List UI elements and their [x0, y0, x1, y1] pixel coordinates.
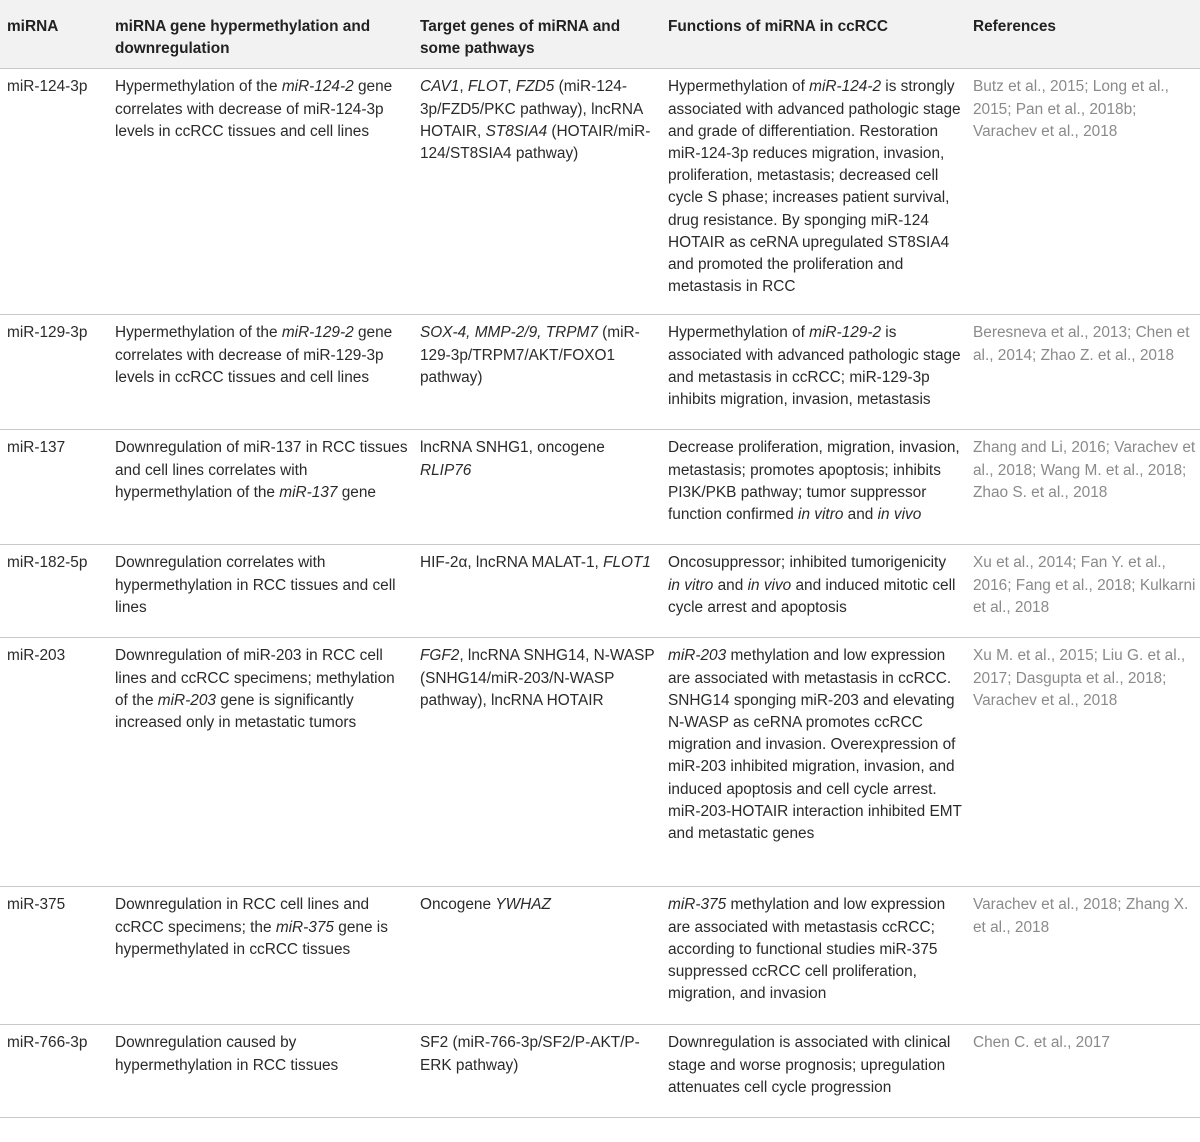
cell-hypermethylation: Downregulation in RCC cell lines and ccRCC specimens; the miR-375 gene is hypermethylated in ccRCC tissues: [115, 896, 388, 958]
cell-hypermethylation: Downregulation of miR-203 in RCC cell lines and ccRCC specimens; methylation of the miR-203 gene is significantly increased only in metastatic tumors: [115, 647, 395, 732]
table-row: [0, 1025, 1200, 1118]
italic-term: miR-375: [668, 896, 727, 914]
italic-term: YWHAZ: [495, 896, 551, 914]
italic-term: miR-124-2: [809, 78, 881, 96]
cell-hypermethylation: Downregulation caused by hypermethylation in RCC tissues: [115, 1034, 339, 1074]
header-target-genes: Target genes of miRNA and some pathways: [420, 18, 621, 58]
cell-hypermethylation: Downregulation correlates with hypermethylation in RCC tissues and cell lines: [115, 554, 396, 616]
italic-term: in vivo: [747, 576, 792, 594]
cell-target-genes: Oncogene YWHAZ: [420, 896, 551, 914]
cell-functions: Decrease proliferation, migration, invasion, metastasis; promotes apoptosis; inhibits PI3K/PKB pathway; tumor suppressor function confirmed in vitro and in vivo: [668, 439, 960, 524]
italic-term: RLIP76: [420, 461, 472, 479]
cell-functions: Oncosuppressor; inhibited tumorigenicity in vitro and in vivo and induced mitotic cell cycle arrest and apoptosis: [668, 554, 956, 616]
italic-term: miR-129-2: [809, 324, 881, 342]
table-body: [0, 69, 1200, 1118]
table-row: [0, 315, 1200, 430]
italic-term: FLOT: [467, 78, 508, 96]
cell-references: Varachev et al., 2018; Zhang X. et al., 2018: [973, 896, 1189, 936]
italic-term: SOX-4, MMP-2/9, TRPM7: [420, 324, 598, 342]
cell-references: Xu et al., 2014; Fan Y. et al., 2016; Fang et al., 2018; Kulkarni et al., 2018: [973, 554, 1196, 616]
italic-term: miR-375: [275, 918, 334, 936]
cell-references: Xu M. et al., 2015; Liu G. et al., 2017; Dasgupta et al., 2018; Varachev et al., 2018: [973, 647, 1186, 709]
cell-mirna: miR-766-3p: [7, 1034, 88, 1052]
italic-term: miR-203: [157, 691, 216, 709]
cell-references: Chen C. et al., 2017: [973, 1034, 1110, 1052]
italic-term: miR-124-2: [281, 78, 354, 96]
header-hypermethylation: miRNA gene hypermethylation and downregulation: [115, 18, 371, 58]
italic-term: miR-203: [668, 647, 727, 665]
italic-term: CAV1: [420, 78, 460, 96]
cell-functions: Hypermethylation of miR-129-2 is associated with advanced pathologic stage and metastasis in ccRCC; miR-129-3p inhibits migration, invasion, metastasis: [668, 324, 961, 409]
cell-target-genes: FGF2, lncRNA SNHG14, N-WASP (SNHG14/miR-203/N-WASP pathway), lncRNA HOTAIR: [420, 647, 655, 709]
cell-target-genes: lncRNA SNHG1, oncogene RLIP76: [420, 439, 605, 479]
italic-term: miR-137: [279, 483, 338, 501]
cell-hypermethylation: Hypermethylation of the miR-124-2 gene correlates with decrease of miR-124-3p levels in ccRCC tissues and cell lines: [115, 78, 393, 140]
cell-references: Zhang and Li, 2016; Varachev et al., 2018; Wang M. et al., 2018; Zhao S. et al., 2018: [973, 439, 1196, 501]
cell-target-genes: CAV1, FLOT, FZD5 (miR-124-3p/FZD5/PKC pathway), lncRNA HOTAIR, ST8SIA4 (HOTAIR/miR-124/ST8SIA4 pathway): [420, 78, 651, 163]
cell-functions: miR-375 methylation and low expression are associated with metastasis ccRCC; according to functional studies miR-375 suppressed ccRCC cell proliferation, migration, and invasion: [668, 896, 946, 1003]
cell-mirna: miR-129-3p: [7, 324, 88, 342]
header-functions: Functions of miRNA in ccRCC: [668, 18, 889, 35]
cell-functions: miR-203 methylation and low expression are associated with metastasis in ccRCC. SNHG14 sponging miR-203 and elevating N-WASP as ceRNA promotes ccRCC migration and invasion. Overexpression of miR-203 inhibited migration, invasion, and induced apoptosis and cell cycle arrest. miR-203-HOTAIR interaction inhibited EMT and metastatic genes: [668, 647, 962, 843]
table-row: [0, 887, 1200, 1025]
cell-functions: Downregulation is associated with clinical stage and worse prognosis; upregulation attenuates cell cycle progression: [668, 1034, 951, 1096]
italic-term: FZD5: [515, 78, 555, 96]
cell-references: Beresneva et al., 2013; Chen et al., 2014; Zhao Z. et al., 2018: [973, 324, 1190, 364]
cell-target-genes: HIF-2α, lncRNA MALAT-1, FLOT1: [420, 554, 651, 572]
cell-hypermethylation: Downregulation of miR-137 in RCC tissues and cell lines correlates with hypermethylation of the miR-137 gene: [115, 439, 408, 501]
italic-term: ST8SIA4: [485, 122, 548, 140]
cell-mirna: miR-124-3p: [7, 78, 88, 96]
header-row: [0, 0, 1200, 69]
table-row: [0, 430, 1200, 545]
italic-term: in vitro: [668, 576, 714, 594]
italic-term: in vivo: [877, 506, 922, 524]
header-references: References: [973, 18, 1056, 35]
italic-term: miR-129-2: [281, 324, 354, 342]
table-header: [0, 0, 1200, 69]
cell-target-genes: SOX-4, MMP-2/9, TRPM7 (miR-129-3p/TRPM7/AKT/FOXO1 pathway): [420, 324, 640, 386]
cell-functions: Hypermethylation of miR-124-2 is strongly associated with advanced pathologic stage and grade of differentiation. Restoration miR-124-3p reduces migration, invasion, proliferation, metastasis; decreased cell cycle S phase; increases patient survival, drug resistance. By sponging miR-124 HOTAIR as ceRNA upregulated ST8SIA4 and promoted the proliferation and metastasis in RCC: [668, 78, 961, 296]
cell-mirna: miR-182-5p: [7, 554, 88, 572]
italic-term: in vitro: [798, 506, 844, 524]
italic-term: FLOT1: [603, 554, 651, 572]
table-row: [0, 545, 1200, 638]
cell-target-genes: SF2 (miR-766-3p/SF2/P-AKT/P-ERK pathway): [420, 1034, 640, 1074]
table-row: [0, 638, 1200, 887]
cell-mirna: miR-203: [7, 647, 66, 665]
table-row: [0, 69, 1200, 315]
cell-hypermethylation: Hypermethylation of the miR-129-2 gene correlates with decrease of miR-129-3p levels in ccRCC tissues and cell lines: [115, 324, 393, 386]
cell-mirna: miR-137: [7, 439, 66, 457]
italic-term: FGF2: [420, 647, 460, 665]
cell-mirna: miR-375: [7, 896, 66, 914]
header-mirna: miRNA: [7, 18, 59, 35]
cell-references: Butz et al., 2015; Long et al., 2015; Pan et al., 2018b; Varachev et al., 2018: [973, 78, 1169, 140]
